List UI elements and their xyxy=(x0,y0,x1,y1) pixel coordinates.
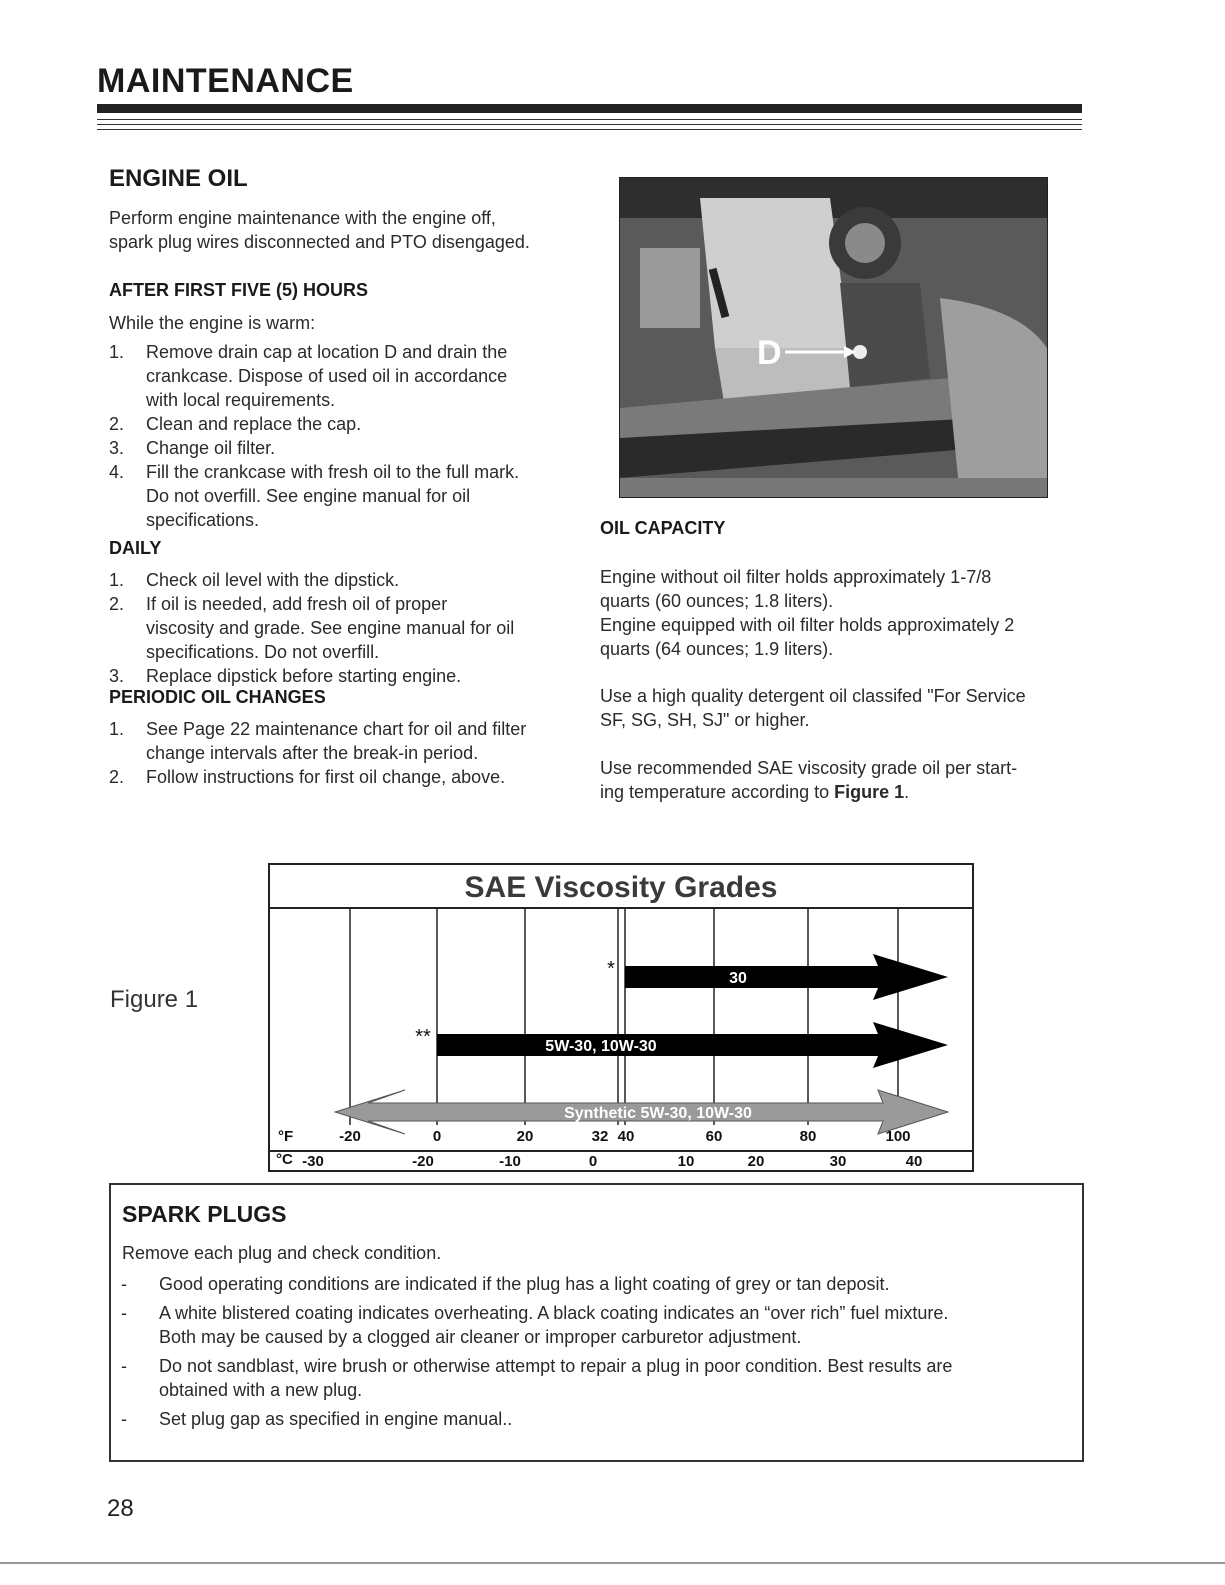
bullet-dash: - xyxy=(121,1356,127,1376)
step-text-line: Follow instructions for first oil change, above. xyxy=(146,767,506,787)
spark-plugs-heading: SPARK PLUGS xyxy=(122,1201,287,1227)
c-tick-label: 40 xyxy=(905,1153,923,1170)
capacity-line: Engine equipped with oil filter holds approximately 2 xyxy=(600,615,1015,635)
f-tick-label: 80 xyxy=(799,1128,817,1145)
f-tick-label: 0 xyxy=(432,1128,442,1145)
bullet-text-line: obtained with a new plug. xyxy=(159,1380,363,1400)
list-item xyxy=(109,340,589,412)
spark-plugs-bullets xyxy=(111,1272,1071,1436)
step-text-line: Replace dipstick before starting engine. xyxy=(146,666,462,686)
viscosity-chart-svg xyxy=(268,863,974,1172)
series-label: 30 xyxy=(729,970,747,987)
list-item xyxy=(109,436,589,460)
series-label: 5W-30, 10W-30 xyxy=(545,1038,657,1055)
f-tick-label: 60 xyxy=(705,1128,723,1145)
f-tick-label: 32 xyxy=(591,1128,609,1145)
location-d-label: D xyxy=(757,334,782,372)
after-first-heading: AFTER FIRST FIVE (5) HOURS xyxy=(109,280,369,300)
bullet-item xyxy=(111,1272,1071,1296)
page-title: MAINTENANCE xyxy=(97,62,354,100)
c-tick-label: 30 xyxy=(829,1153,847,1170)
capacity-line: quarts (64 ounces; 1.9 liters). xyxy=(600,639,834,659)
c-tick-label: -20 xyxy=(412,1153,434,1170)
step-number: 2. xyxy=(109,767,125,787)
c-tick-label: 0 xyxy=(588,1153,598,1170)
bullet-dash: - xyxy=(121,1409,127,1429)
step-number: 1. xyxy=(109,719,125,739)
oil-capacity-para3 xyxy=(600,756,1080,804)
viscosity-chart xyxy=(268,863,974,1172)
step-text-line: Fill the crankcase with fresh oil to the full mark. xyxy=(146,462,520,482)
step-text-line: with local requirements. xyxy=(146,390,336,410)
periodic-heading: PERIODIC OIL CHANGES xyxy=(109,687,326,707)
step-text-line: crankcase. Dispose of used oil in accordance xyxy=(146,366,508,386)
step-text-line: Clean and replace the cap. xyxy=(146,414,362,434)
capacity-line: Engine without oil filter holds approximately 1-7/8 xyxy=(600,567,992,587)
bullet-dash: - xyxy=(121,1274,127,1294)
periodic-steps xyxy=(109,717,589,789)
step-text-line: specifications. Do not overfill. xyxy=(146,642,380,662)
list-item xyxy=(109,568,589,592)
step-number: 4. xyxy=(109,462,125,482)
f-tick-label: -20 xyxy=(339,1128,361,1145)
header-rule-thin-3 xyxy=(97,129,1082,130)
bullet-dash: - xyxy=(121,1303,127,1323)
capacity-line: quarts (60 ounces; 1.8 liters). xyxy=(600,591,834,611)
engine-oil-heading: ENGINE OIL xyxy=(109,165,248,192)
viscosity-line-2-pre: ing temperature according to xyxy=(600,782,835,802)
spark-plugs-box xyxy=(109,1183,1084,1462)
step-text-line: If oil is needed, add fresh oil of proper xyxy=(146,594,448,614)
intro-line: spark plug wires disconnected and PTO disengaged. xyxy=(109,232,530,252)
header-rule-thin-2 xyxy=(97,124,1082,125)
figure-reference: Figure 1 xyxy=(834,782,905,802)
f-tick-label: 20 xyxy=(516,1128,534,1145)
step-number: 3. xyxy=(109,438,125,458)
header-rule-thick xyxy=(97,104,1082,113)
f-tick-label: 100 xyxy=(885,1128,911,1145)
series-marker: * xyxy=(607,958,615,980)
engine-photo xyxy=(619,177,1048,498)
step-text-line: change intervals after the break-in period. xyxy=(146,743,479,763)
list-item xyxy=(109,765,589,789)
list-item xyxy=(109,664,589,688)
bullet-item xyxy=(111,1301,1071,1349)
daily-steps xyxy=(109,568,589,688)
list-item xyxy=(109,460,589,532)
chart-title: SAE Viscosity Grades xyxy=(464,871,778,904)
oil-capacity-para2 xyxy=(600,684,1080,732)
step-text-line: specifications. xyxy=(146,510,260,530)
list-item xyxy=(109,412,589,436)
after-first-steps xyxy=(109,340,589,532)
bullet-text-line: Do not sandblast, wire brush or otherwise attempt to repair a plug in poor condition. Best results are xyxy=(159,1356,953,1376)
series-arrow-0 xyxy=(625,954,948,1000)
list-item xyxy=(109,717,589,765)
step-text-line: Check oil level with the dipstick. xyxy=(146,570,400,590)
bullet-text-line: Good operating conditions are indicated if the plug has a light coating of grey or tan deposit. xyxy=(159,1274,890,1294)
spark-plugs-intro: Remove each plug and check condition. xyxy=(122,1243,442,1263)
series-label: Synthetic 5W-30, 10W-30 xyxy=(564,1105,752,1122)
list-item xyxy=(109,592,589,664)
step-number: 2. xyxy=(109,414,125,434)
series-arrow-1 xyxy=(437,1022,948,1068)
after-first-lead: While the engine is warm: xyxy=(109,313,316,333)
bullet-item xyxy=(111,1407,1071,1431)
fahrenheit-unit: °F xyxy=(278,1128,294,1145)
step-number: 1. xyxy=(109,342,125,362)
c-tick-label: 20 xyxy=(747,1153,765,1170)
engine-illustration xyxy=(620,178,1047,497)
bullet-text-line: A white blistered coating indicates overheating. A black coating indicates an “over rich” fuel mixture. xyxy=(159,1303,949,1323)
oil-capacity-heading: OIL CAPACITY xyxy=(600,518,726,538)
series-marker: ** xyxy=(415,1026,431,1048)
viscosity-line-2-post: . xyxy=(904,782,910,802)
step-text-line: See Page 22 maintenance chart for oil and filter xyxy=(146,719,527,739)
step-text-line: viscosity and grade. See engine manual for oil xyxy=(146,618,515,638)
step-text-line: Remove drain cap at location D and drain the xyxy=(146,342,508,362)
engine-oil-intro xyxy=(109,206,589,254)
c-tick-label: -30 xyxy=(302,1153,324,1170)
oil-capacity-para1 xyxy=(600,565,1080,661)
intro-line: Perform engine maintenance with the engine off, xyxy=(109,208,496,228)
bullet-text-line: Both may be caused by a clogged air cleaner or improper carburetor adjustment. xyxy=(159,1327,802,1347)
step-number: 3. xyxy=(109,666,125,686)
daily-heading: DAILY xyxy=(109,538,162,558)
bullet-item xyxy=(111,1354,1071,1402)
step-text-line: Change oil filter. xyxy=(146,438,276,458)
oil-type-line: SF, SG, SH, SJ" or higher. xyxy=(600,710,810,730)
viscosity-line-1: Use recommended SAE viscosity grade oil per start- xyxy=(600,758,1018,778)
oil-type-line: Use a high quality detergent oil classifed "For Service xyxy=(600,686,1026,706)
header-rule-thin-1 xyxy=(97,119,1082,120)
c-tick-label: -10 xyxy=(499,1153,521,1170)
celsius-unit: °C xyxy=(276,1151,293,1168)
step-number: 1. xyxy=(109,570,125,590)
f-tick-label: 40 xyxy=(617,1128,635,1145)
viscosity-line-2 xyxy=(600,780,1080,804)
step-text-line: Do not overfill. See engine manual for oil xyxy=(146,486,471,506)
c-tick-label: 10 xyxy=(677,1153,695,1170)
page-number: 28 xyxy=(107,1495,134,1522)
step-number: 2. xyxy=(109,594,125,614)
bottom-rule xyxy=(0,1562,1225,1564)
bullet-text-line: Set plug gap as specified in engine manual.. xyxy=(159,1409,513,1429)
figure-label: Figure 1 xyxy=(110,986,199,1013)
